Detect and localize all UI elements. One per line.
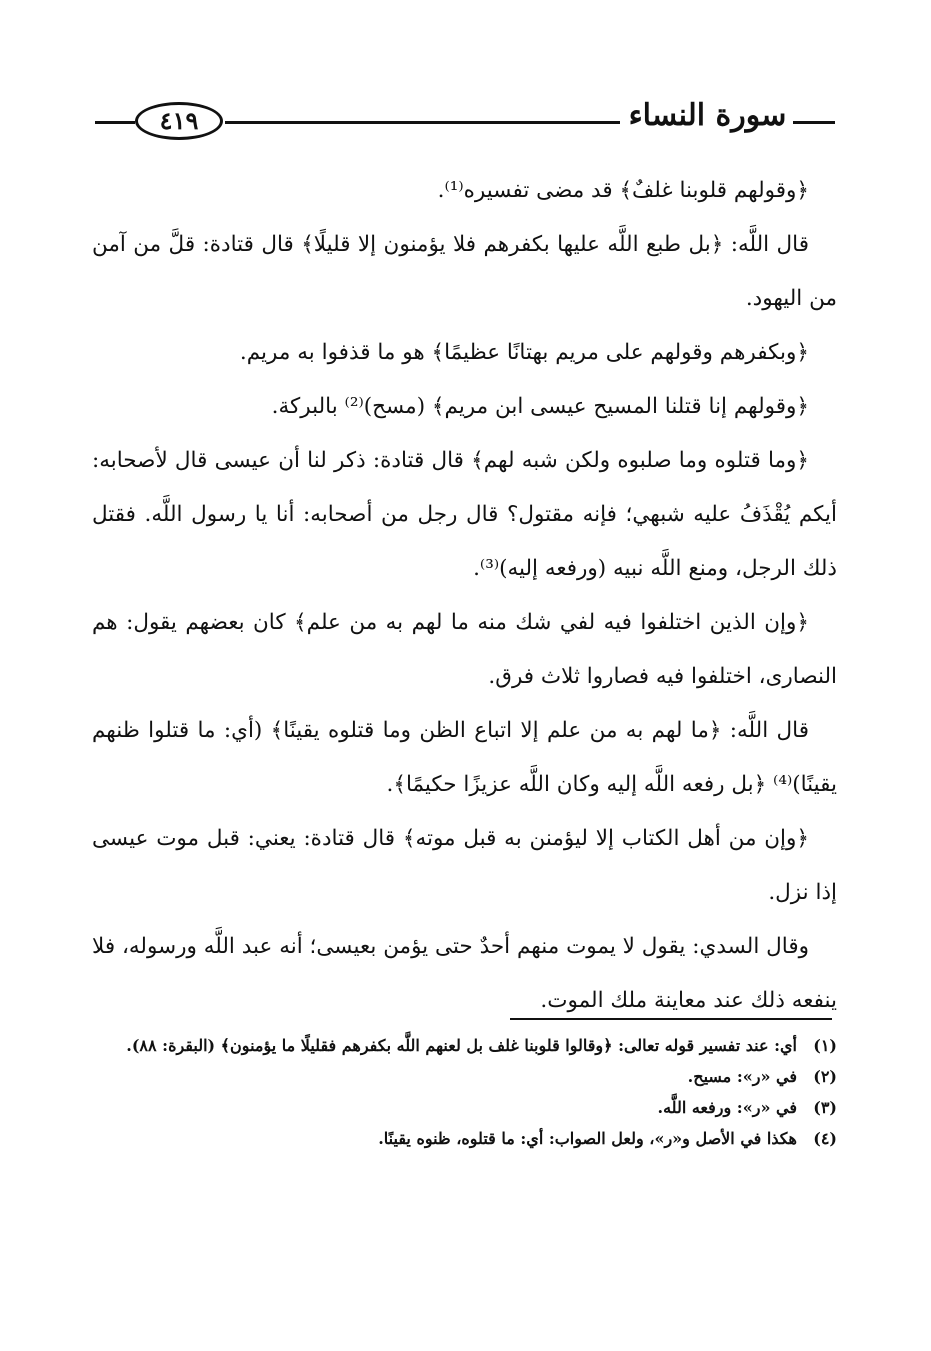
paragraph-2: قال اللَّه: ﴿بل طبع اللَّه عليها بكفرهم فلا يؤمنون إلا قليلًا﴾ قال قتادة: قلَّ من آمن من اليهود.	[92, 232, 837, 311]
surah-title: سورة النساء	[628, 98, 787, 133]
header-rule-right	[793, 121, 835, 124]
page-number: ٤١٩	[159, 106, 199, 135]
body-text	[92, 164, 837, 1028]
footnote-text: هكذا في الأصل و«ر»، ولعل الصواب: أي: ما قتلوه، ظنوه يقينًا.	[378, 1129, 797, 1148]
paragraph-3: ﴿وبكفرهم وقولهم على مريم بهتانًا عظيمًا﴾ هو ما قذفوا به مريم.	[239, 340, 809, 365]
footnote-1	[92, 1030, 837, 1061]
page-header	[95, 96, 835, 146]
footnote-number: (٤)	[813, 1129, 837, 1148]
header-rule-middle	[225, 121, 620, 124]
header-rule-left	[95, 121, 135, 124]
paragraph-1: ﴿وقولهم قلوبنا غلفٌ﴾ قد مضى تفسيره⁽¹⁾.	[437, 178, 809, 203]
footnote-separator	[510, 1018, 832, 1020]
paragraph-6: ﴿وإن الذين اختلفوا فيه لفي شك منه ما لهم به من علم﴾ كان بعضهم يقول: هم النصارى، اختلفوا فيه فصاروا ثلاث فرق.	[92, 610, 837, 689]
footnote-2	[92, 1061, 837, 1092]
footnote-4	[92, 1123, 837, 1154]
footnote-number: (٢)	[813, 1067, 837, 1086]
footnote-number: (٣)	[813, 1098, 837, 1117]
footnotes	[92, 1030, 837, 1154]
paragraph-5: ﴿وما قتلوه وما صلبوه ولكن شبه لهم﴾ قال قتادة: ذكر لنا أن عيسى قال لأصحابه: أيكم يُقْذَفُ عليه شبهي؛ فإنه مقتول؟ قال رجل من أصحابه: أنا يا رسول اللَّه. فقتل ذلك الرجل، ومنع اللَّه نبيه (ورفعه إليه)⁽³⁾.	[92, 448, 837, 581]
paragraph-8: ﴿وإن من أهل الكتاب إلا ليؤمنن به قبل موته﴾ قال قتادة: يعني: قبل موت عيسى إذا نزل.	[92, 826, 837, 905]
footnote-3	[92, 1092, 837, 1123]
footnote-text: أي: عند تفسير قوله تعالى: ﴿وقالوا قلوبنا غلف بل لعنهم اللَّه بكفرهم فقليلًا ما يؤمنون﴾ (البقرة: ٨٨).	[126, 1036, 797, 1055]
paragraph-9: وقال السدي: يقول لا يموت منهم أحدٌ حتى يؤمن بعيسى؛ أنه عبد اللَّه ورسوله، فلا ينفعه ذلك عند معاينة ملك الموت.	[92, 934, 837, 1013]
footnote-text: في «ر»: مسيح.	[687, 1067, 797, 1086]
paragraph-7: قال اللَّه: ﴿ما لهم به من علم إلا اتباع الظن وما قتلوه يقينًا﴾ (أي: ما قتلوا ظنهم يقينًا)⁽⁴⁾ ﴿بل رفعه اللَّه إليه وكان اللَّه عزيزًا حكيمًا﴾.	[92, 718, 837, 797]
footnote-text: في «ر»: ورفعه اللَّه.	[657, 1098, 797, 1117]
page-number-oval	[135, 102, 223, 140]
paragraph-4: ﴿وقولهم إنا قتلنا المسيح عيسى ابن مريم﴾ (مسح)⁽²⁾ بالبركة.	[271, 394, 809, 419]
footnote-number: (١)	[813, 1036, 837, 1055]
